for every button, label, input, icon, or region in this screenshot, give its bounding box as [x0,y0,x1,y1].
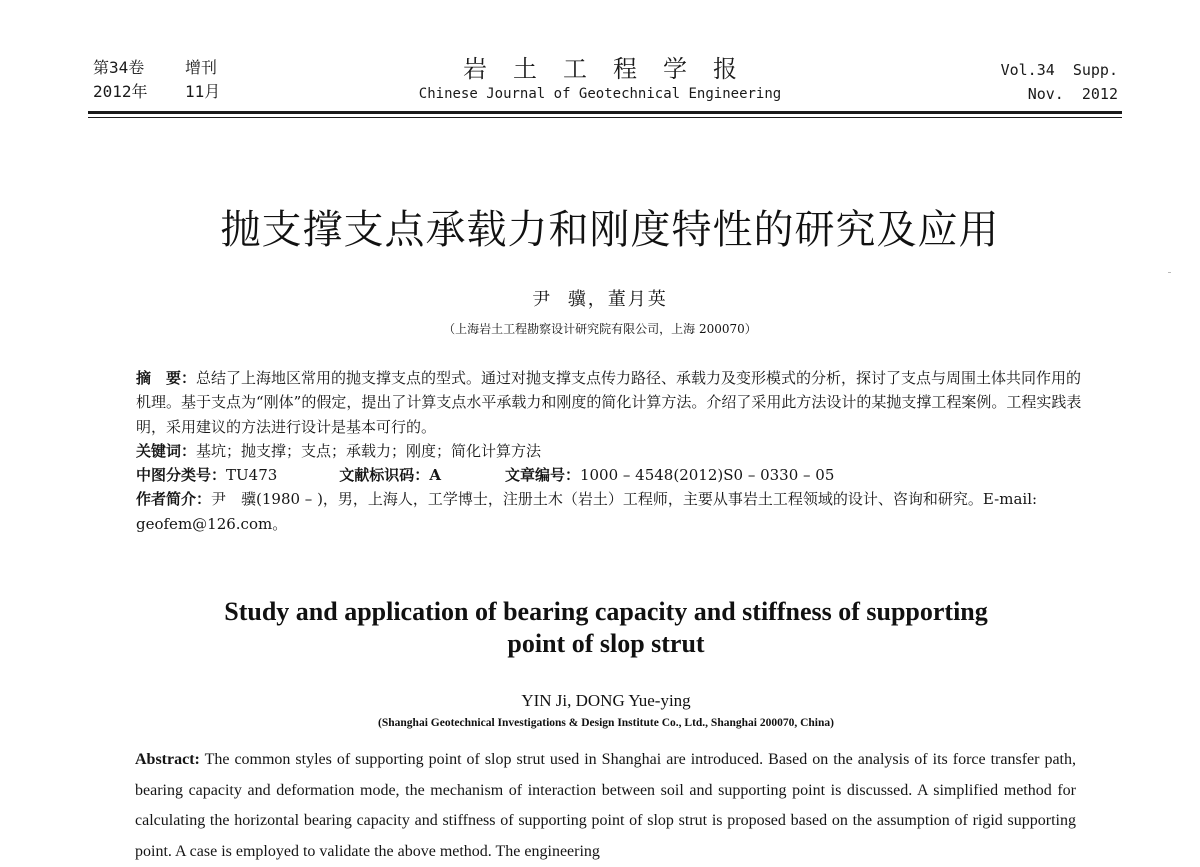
running-header-right [1001,58,1118,106]
journal-masthead [380,54,820,104]
authors-en: YIN Ji, DONG Yue-ying [521,691,691,710]
month-cn: 11月 [185,82,221,101]
title-en-line2: point of slop strut [507,629,705,658]
keywords-cn-label: 关键词： [136,441,197,460]
article-no-value: 1000 – 4548(2012)S0 – 0330 – 05 [579,466,835,485]
abstract-cn [136,366,1086,439]
classification-line [136,463,1086,487]
journal-name-en: Chinese Journal of Geotechnical Engineering [418,86,782,102]
author-bio-text: 尹 骥(1980 – )，男，上海人，工学博士，注册土木（岩土）工程师，主要从事岩土工程领域的设计、咨询和研究。E-mail: geofem@126.com。 [136,490,1038,533]
issue-cn: 增刊 [185,58,218,77]
volume-cn: 第34卷 [93,58,145,77]
volume-en: Vol.34 Supp. [1000,61,1118,79]
affiliation-cn: （上海岩土工程勘察设计研究院有限公司，上海 200070） [443,322,757,336]
year-cn: 2012年 [93,82,148,101]
author-bio-label: 作者简介： [136,490,212,509]
clc-label: 中图分类号： [136,466,227,485]
header-rule-thick [88,111,1122,114]
abstract-en [135,745,1076,867]
doc-code-value: A [429,466,441,485]
title-en-line1: Study and application of bearing capacity and stiffness of supporting [224,597,988,626]
article-title-cn: 抛支撑支点承载力和刚度特性的研究及应用 [220,207,1000,253]
cn-front-matter [136,366,1086,536]
keywords-cn-text: 基坑；抛支撑；支点；承载力；刚度；简化计算方法 [196,441,542,460]
journal-name-cn: 岩土工程学报 [463,55,763,83]
header-rule-thin [88,117,1122,118]
abstract-cn-text: 总结了上海地区常用的抛支撑支点的型式。通过对抛支撑支点传力路径、承载力及变形模式的分析，探讨了支点与周围土体共同作用的机理。基于支点为“刚体”的假定，提出了计算支点水平承载力和刚度的简化计算方法。介绍了采用此方法设计的某抛支撑工程案例。工程实践表明，采用建议的方法进行设计是基本可行的。 [136,369,1082,436]
doc-code-label: 文献标识码： [339,466,430,485]
author-bio [136,487,1086,536]
abstract-cn-label: 摘 要： [136,369,197,387]
running-header-left [93,56,220,104]
date-en: Nov. 2012 [1027,85,1118,103]
scan-speck [1168,272,1171,273]
article-no-label: 文章编号： [504,466,580,485]
abstract-en-text: The common styles of supporting point of slop strut used in Shanghai are introduced. Based on the analysis of its force transfer path, bearing capacity and deformation mode, the mechanism of interaction between soil and supporting point is discussed. A simplified method for calculating the horizontal bearing capacity and stiffness of supporting point of slop strut is proposed based on the assumption of rigid supporting point. A case is employed to validate the above method. The engineering [135,751,1076,860]
article-title-en [0,596,1200,660]
authors-cn: 尹 骥，董月英 [532,289,668,310]
clc-value: TU473 [226,466,278,485]
keywords-cn [136,439,1086,463]
abstract-en-label: Abstract: [135,751,200,768]
affiliation-en: (Shanghai Geotechnical Investigations & Design Institute Co., Ltd., Shanghai 200070, China) [378,717,834,729]
